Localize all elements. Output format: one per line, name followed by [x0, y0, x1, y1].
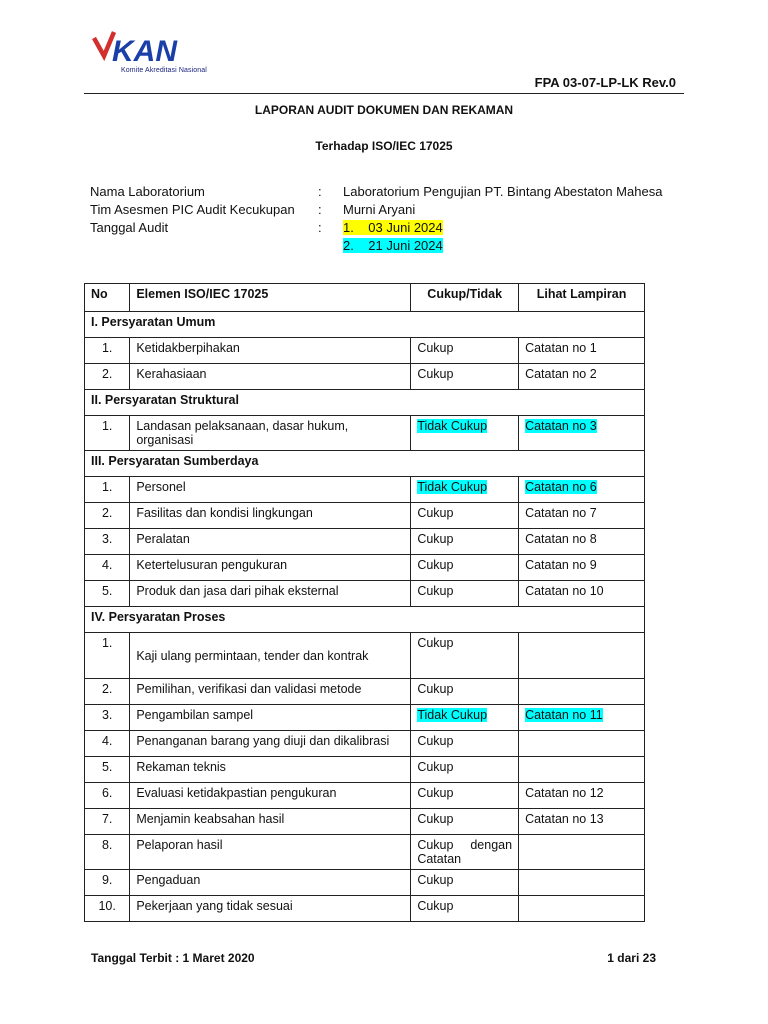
- tim-label: Tim Asesmen PIC Audit Kecukupan: [90, 202, 295, 217]
- row-number: 4.: [101, 558, 113, 572]
- row-elemen: Fasilitas dan kondisi lingkungan: [136, 506, 313, 520]
- table-row: [85, 705, 645, 731]
- row-number-cell: [85, 338, 130, 364]
- table-row: [85, 581, 645, 607]
- row-lampiran-cell: [519, 416, 645, 451]
- row-number: 1.: [101, 480, 113, 494]
- header-divider: [84, 93, 684, 94]
- table-row: [85, 757, 645, 783]
- row-elemen-cell: [130, 503, 411, 529]
- row-elemen-cell: [130, 555, 411, 581]
- table-row: [85, 809, 645, 835]
- row-number-cell: [85, 731, 130, 757]
- row-elemen: Pekerjaan yang tidak sesuai: [136, 899, 293, 913]
- row-elemen: Pemilihan, verifikasi dan validasi metode: [136, 682, 362, 696]
- row-number-cell: [85, 633, 130, 679]
- row-number: 2.: [101, 506, 113, 520]
- logo-text: KAN: [112, 35, 177, 68]
- audit-date-2: 2. 21 Juni 2024: [343, 238, 443, 253]
- row-number: 10.: [98, 899, 116, 913]
- row-lampiran: Catatan no 11: [525, 708, 603, 722]
- row-elemen: Pengambilan sampel: [136, 708, 254, 722]
- row-number-cell: [85, 503, 130, 529]
- row-cukup: Cukup: [417, 812, 454, 826]
- row-elemen: Menjamin keabsahan hasil: [136, 812, 285, 826]
- row-cukup: Cukup: [417, 636, 454, 650]
- table-header-row: [85, 284, 645, 312]
- row-number: 3.: [101, 708, 113, 722]
- row-elemen-cell: [130, 731, 411, 757]
- row-elemen: Kaji ulang permintaan, tender dan kontrak: [136, 648, 369, 663]
- section-title: I. Persyaratan Umum: [85, 312, 645, 338]
- section-row: [85, 607, 645, 633]
- row-cukup: Tidak Cukup: [417, 419, 488, 433]
- row-elemen-cell: [130, 338, 411, 364]
- footer-page-number: 1 dari 23: [607, 951, 656, 965]
- row-cukup: Cukup: [417, 584, 454, 598]
- row-elemen-cell: [130, 896, 411, 922]
- row-number-cell: [85, 416, 130, 451]
- row-number-cell: [85, 679, 130, 705]
- row-elemen: Landasan pelaksanaan, dasar hukum, organisasi: [136, 419, 349, 447]
- row-cukup-cell: [411, 338, 519, 364]
- row-cukup-cell: [411, 364, 519, 390]
- row-cukup: Cukup: [417, 760, 454, 774]
- row-number-cell: [85, 555, 130, 581]
- header-lampiran: Lihat Lampiran: [519, 284, 645, 312]
- row-cukup-cell: [411, 757, 519, 783]
- row-cukup-cell: [411, 705, 519, 731]
- row-cukup: Cukup: [417, 899, 454, 913]
- row-cukup: Cukup: [417, 682, 454, 696]
- row-elemen: Penanganan barang yang diuji dan dikalibrasi: [136, 734, 390, 748]
- row-lampiran: Catatan no 2: [525, 367, 597, 381]
- row-lampiran-cell: [519, 581, 645, 607]
- row-cukup-cell: [411, 477, 519, 503]
- row-cukup-cell: [411, 503, 519, 529]
- lab-value: Laboratorium Pengujian PT. Bintang Abestaton Mahesa: [343, 184, 663, 199]
- row-cukup-cell: [411, 783, 519, 809]
- row-lampiran-cell: [519, 896, 645, 922]
- section-title: IV. Persyaratan Proses: [85, 607, 645, 633]
- table-row: [85, 731, 645, 757]
- row-number: 5.: [101, 584, 113, 598]
- row-lampiran: Catatan no 1: [525, 341, 597, 355]
- logo-subtitle: Komite Akreditasi Nasional: [121, 67, 207, 74]
- lab-label: Nama Laboratorium: [90, 184, 205, 199]
- row-elemen: Ketidakberpihakan: [136, 341, 240, 355]
- row-elemen-cell: [130, 364, 411, 390]
- row-elemen-cell: [130, 529, 411, 555]
- row-number: 3.: [101, 532, 113, 546]
- row-elemen-cell: [130, 633, 411, 679]
- row-elemen: Peralatan: [136, 532, 190, 546]
- row-cukup-cell: [411, 555, 519, 581]
- row-elemen-cell: [130, 416, 411, 451]
- row-number: 2.: [101, 367, 113, 381]
- row-number: 1.: [101, 419, 113, 433]
- row-lampiran-cell: [519, 555, 645, 581]
- document-number: FPA 03-07-LP-LK Rev.0: [534, 75, 676, 90]
- row-lampiran-cell: [519, 364, 645, 390]
- row-number: 1.: [101, 636, 113, 650]
- row-lampiran: Catatan no 10: [525, 584, 604, 598]
- row-elemen: Evaluasi ketidakpastian pengukuran: [136, 786, 337, 800]
- section-row: [85, 312, 645, 338]
- document-subtitle: Terhadap ISO/IEC 17025: [315, 139, 453, 153]
- row-elemen-cell: [130, 679, 411, 705]
- row-lampiran-cell: [519, 503, 645, 529]
- document-title: LAPORAN AUDIT DOKUMEN DAN REKAMAN: [254, 103, 514, 117]
- table-row: [85, 338, 645, 364]
- row-cukup-cell: [411, 633, 519, 679]
- row-lampiran-cell: [519, 529, 645, 555]
- row-cukup-cell: [411, 529, 519, 555]
- row-cukup-cell: [411, 896, 519, 922]
- row-lampiran-cell: [519, 731, 645, 757]
- table-row: [85, 870, 645, 896]
- row-number-cell: [85, 529, 130, 555]
- row-elemen-cell: [130, 581, 411, 607]
- row-cukup: Cukup: [417, 734, 454, 748]
- row-number-cell: [85, 896, 130, 922]
- row-cukup: Cukup: [417, 367, 454, 381]
- row-number-cell: [85, 870, 130, 896]
- row-number: 5.: [101, 760, 113, 774]
- table-row: [85, 529, 645, 555]
- row-number: 9.: [101, 873, 113, 887]
- row-lampiran-cell: [519, 679, 645, 705]
- row-lampiran: Catatan no 13: [525, 812, 604, 826]
- row-cukup-cell: [411, 731, 519, 757]
- row-elemen-cell: [130, 757, 411, 783]
- row-cukup-cell: [411, 835, 519, 870]
- row-lampiran-cell: [519, 757, 645, 783]
- row-lampiran-cell: [519, 633, 645, 679]
- row-cukup: Cukup: [417, 786, 454, 800]
- table-row: [85, 633, 645, 679]
- row-number: 4.: [101, 734, 113, 748]
- table-row: [85, 364, 645, 390]
- header-cukup: Cukup/Tidak: [411, 284, 519, 312]
- row-lampiran: Catatan no 7: [525, 506, 597, 520]
- row-cukup-cell: [411, 809, 519, 835]
- row-elemen: Rekaman teknis: [136, 760, 226, 774]
- row-elemen-cell: [130, 705, 411, 731]
- row-cukup: Cukup: [417, 341, 454, 355]
- row-number-cell: [85, 809, 130, 835]
- row-number: 6.: [101, 786, 113, 800]
- header-elemen: Elemen ISO/IEC 17025: [130, 284, 411, 312]
- table-row: [85, 679, 645, 705]
- header-no: No: [85, 284, 130, 312]
- row-number: 7.: [101, 812, 113, 826]
- table-row: [85, 783, 645, 809]
- table-row: [85, 896, 645, 922]
- row-elemen-cell: [130, 809, 411, 835]
- row-number-cell: [85, 705, 130, 731]
- section-title: III. Persyaratan Sumberdaya: [85, 451, 645, 477]
- row-lampiran: Catatan no 12: [525, 786, 604, 800]
- footer-issue-date: Tanggal Terbit : 1 Maret 2020: [91, 951, 255, 965]
- row-elemen: Ketertelusuran pengukuran: [136, 558, 288, 572]
- row-cukup: Cukup: [417, 532, 454, 546]
- row-elemen: Pelaporan hasil: [136, 838, 223, 852]
- colon: :: [318, 220, 322, 235]
- row-number-cell: [85, 757, 130, 783]
- section-row: [85, 390, 645, 416]
- row-elemen-cell: [130, 783, 411, 809]
- table-row: [85, 477, 645, 503]
- row-number: 8.: [101, 838, 113, 852]
- row-cukup: Cukup dengan Catatan: [417, 838, 513, 866]
- row-elemen-cell: [130, 870, 411, 896]
- table-row: [85, 835, 645, 870]
- row-lampiran-cell: [519, 783, 645, 809]
- row-lampiran-cell: [519, 477, 645, 503]
- tanggal-label: Tanggal Audit: [90, 220, 169, 235]
- row-number-cell: [85, 364, 130, 390]
- row-number: 1.: [101, 341, 113, 355]
- row-elemen: Produk dan jasa dari pihak eksternal: [136, 584, 339, 598]
- row-number: 2.: [101, 682, 113, 696]
- colon: :: [318, 184, 322, 199]
- row-lampiran: Catatan no 8: [525, 532, 597, 546]
- section-row: [85, 451, 645, 477]
- row-number-cell: [85, 581, 130, 607]
- row-lampiran: Catatan no 3: [525, 419, 597, 433]
- row-elemen: Pengaduan: [136, 873, 201, 887]
- row-cukup: Cukup: [417, 873, 454, 887]
- row-cukup-cell: [411, 679, 519, 705]
- colon: :: [318, 202, 322, 217]
- row-lampiran-cell: [519, 705, 645, 731]
- row-lampiran-cell: [519, 870, 645, 896]
- table-row: [85, 416, 645, 451]
- row-lampiran: Catatan no 6: [525, 480, 597, 494]
- table-row: [85, 503, 645, 529]
- row-elemen-cell: [130, 477, 411, 503]
- table-row: [85, 555, 645, 581]
- row-elemen-cell: [130, 835, 411, 870]
- audit-date-1: 1. 03 Juni 2024: [343, 220, 443, 235]
- row-elemen: Kerahasiaan: [136, 367, 207, 381]
- row-number-cell: [85, 783, 130, 809]
- row-lampiran-cell: [519, 809, 645, 835]
- row-cukup-cell: [411, 870, 519, 896]
- row-number-cell: [85, 477, 130, 503]
- row-number-cell: [85, 835, 130, 870]
- tim-value: Murni Aryani: [343, 202, 416, 217]
- row-lampiran: Catatan no 9: [525, 558, 597, 572]
- audit-table: [84, 283, 645, 922]
- row-cukup-cell: [411, 416, 519, 451]
- row-cukup: Cukup: [417, 506, 454, 520]
- row-cukup: Cukup: [417, 558, 454, 572]
- row-elemen: Personel: [136, 480, 186, 494]
- row-lampiran-cell: [519, 338, 645, 364]
- row-cukup: Tidak Cukup: [417, 708, 488, 722]
- row-lampiran-cell: [519, 835, 645, 870]
- row-cukup: Tidak Cukup: [417, 480, 488, 494]
- row-cukup-cell: [411, 581, 519, 607]
- section-title: II. Persyaratan Struktural: [85, 390, 645, 416]
